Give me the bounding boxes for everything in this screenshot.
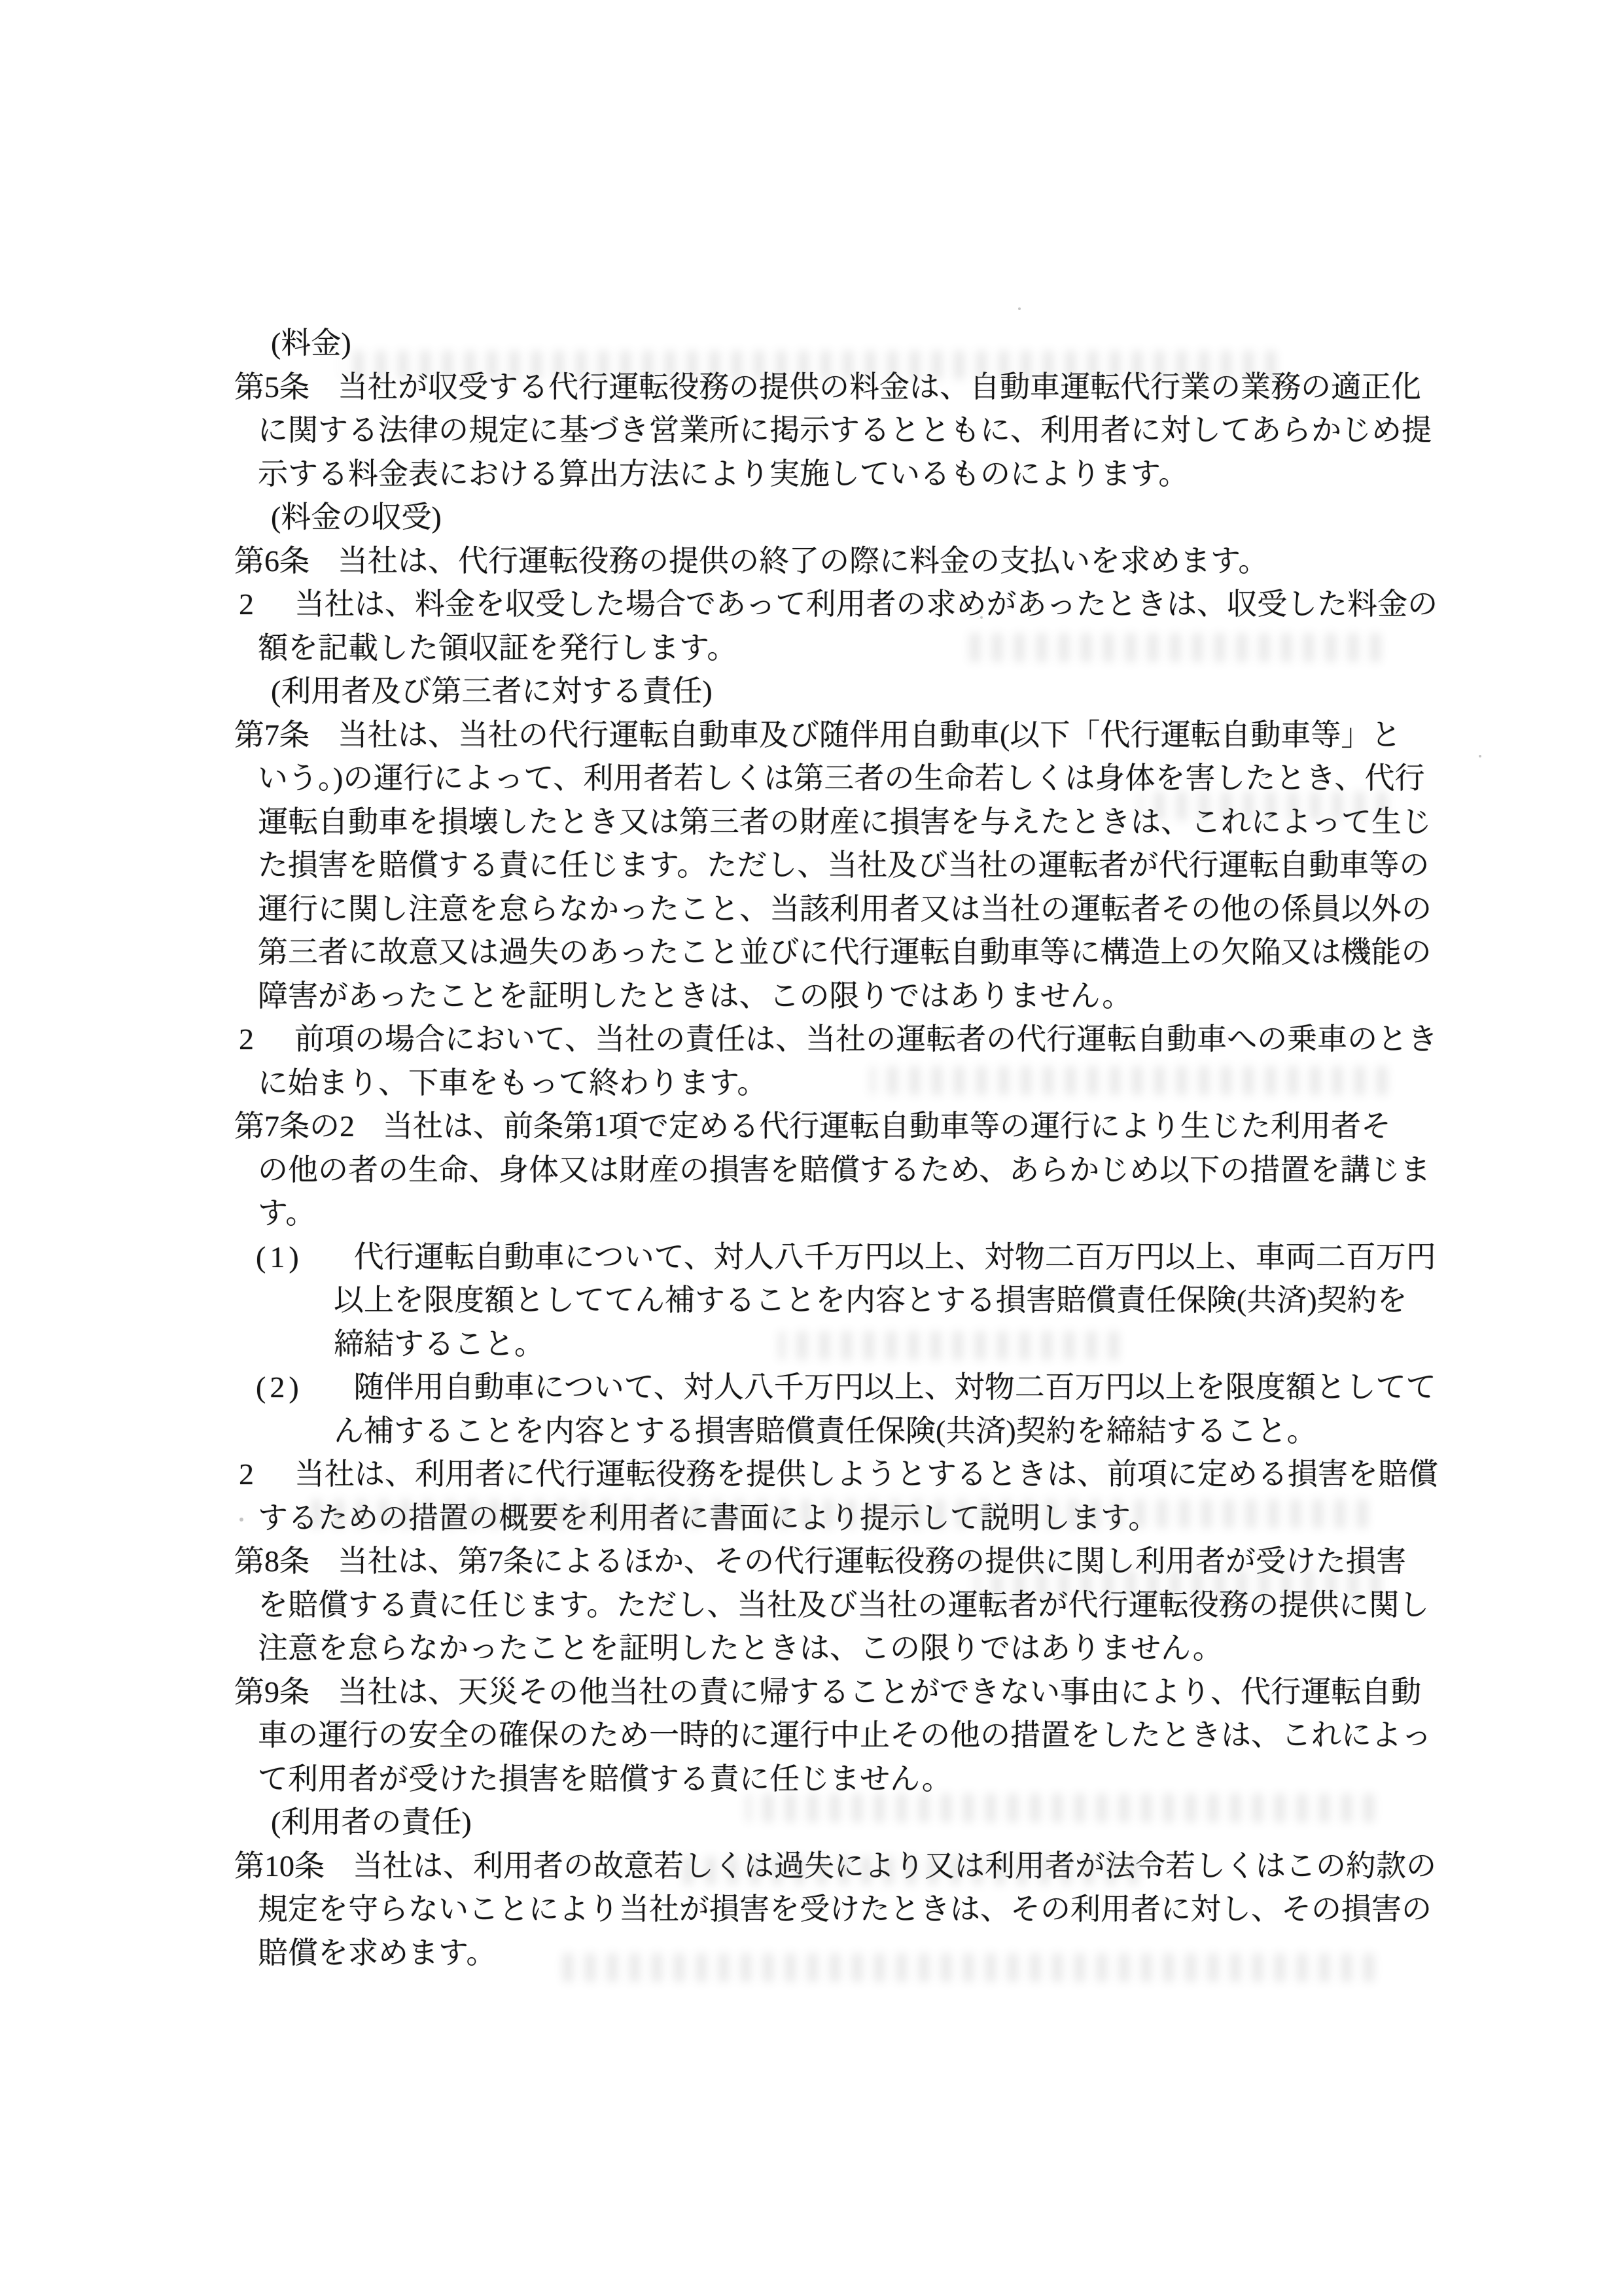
document-line: に関する法律の規定に基づき営業所に掲示するとともに、利用者に対してあらかじめ提 xyxy=(258,413,1432,447)
document-line xyxy=(234,1236,1436,1279)
document-line: た損害を賠償する責に任じます。ただし、当社及び当社の運転者が代行運転自動車等の xyxy=(258,848,1430,882)
line-text: 前項の場合において、当社の責任は、当社の運転者の代行運転自動車への乗車のとき xyxy=(294,1022,1438,1056)
document-line: いう。)の運行によって、利用者若しくは第三者の生命若しくは身体を害したとき、代行 xyxy=(258,761,1425,795)
line-text: 当社は、利用者の故意若しくは過失により又は利用者が法令若しくはこの約款の xyxy=(353,1849,1436,1883)
document-line: 注意を怠らなかったことを証明したときは、この限りではありません。 xyxy=(258,1631,1223,1665)
document-line xyxy=(234,1540,1412,1584)
line-text: 随伴用自動車について、対人八千万円以上、対物二百万円以上を限度額としてて xyxy=(353,1370,1436,1404)
document-line: (料金) xyxy=(271,326,351,360)
line-marker: 第6条 xyxy=(234,544,309,578)
document-line: を賠償する責に任じます。ただし、当社及び当社の運転者が代行運転役務の提供に関し xyxy=(258,1588,1430,1622)
document-line xyxy=(234,1105,1412,1149)
document-line: 以上を限度額としててん補することを内容とする損害賠償責任保険(共済)契約を xyxy=(334,1283,1407,1317)
document-line xyxy=(234,366,1421,409)
document-line: 額を記載した領収証を発行します。 xyxy=(258,631,737,665)
line-marker: 2 xyxy=(239,1457,254,1491)
document-line: 賠償を求めます。 xyxy=(258,1936,497,1970)
line-text: 当社は、利用者に代行運転役務を提供しようとするときは、前項に定める損害を賠償 xyxy=(294,1457,1438,1491)
line-text: 当社は、料金を収受した場合であって利用者の求めがあったときは、収受した料金の xyxy=(294,587,1438,621)
document-line xyxy=(234,1366,1436,1410)
document-line: (利用者の責任) xyxy=(271,1805,472,1839)
document-line: するための措置の概要を利用者に書面により提示して説明します。 xyxy=(258,1501,1159,1535)
document-line: 示する料金表における算出方法により実施しているものによります。 xyxy=(258,457,1189,491)
document-line: す。 xyxy=(258,1196,316,1230)
document-line: (料金の収受) xyxy=(271,500,442,534)
document-line: 第三者に故意又は過失のあったこと並びに代行運転自動車等に構造上の欠陥又は機能の xyxy=(258,935,1432,969)
document-line: 運転自動車を損壊したとき又は第三者の財産に損害を与えたときは、これによって生じ xyxy=(258,805,1432,839)
line-text: 当社が収受する代行運転役務の提供の料金は、自動車運転代行業の業務の適正化 xyxy=(338,370,1421,404)
document-line: 車の運行の安全の確保のため一時的に運行中止その他の措置をしたときは、これによっ xyxy=(258,1718,1432,1752)
line-marker: 第7条 xyxy=(234,718,309,752)
document-line xyxy=(234,1453,1438,1497)
dust-speck xyxy=(1018,307,1021,310)
line-marker: 2 xyxy=(239,587,254,621)
document-line xyxy=(234,714,1412,757)
dust-speck xyxy=(1479,755,1481,757)
line-text: 当社は、第7条によるほか、その代行運転役務の提供に関し利用者が受けた損害 xyxy=(338,1544,1406,1578)
document-line xyxy=(234,1018,1438,1062)
line-marker: (2) xyxy=(256,1370,303,1404)
document-line xyxy=(234,540,1412,583)
document-line: (利用者及び第三者に対する責任) xyxy=(271,674,713,708)
line-marker: 2 xyxy=(239,1022,254,1056)
line-marker: 第5条 xyxy=(234,370,309,404)
line-text: 当社は、天災その他当社の責に帰することができない事由により、代行運転自動 xyxy=(338,1675,1421,1709)
document-line: ん補することを内容とする損害賠償責任保険(共済)契約を締結すること。 xyxy=(334,1414,1317,1448)
line-marker: (1) xyxy=(256,1240,303,1274)
line-text: 当社は、前条第1項で定める代行運転自動車等の運行により生じた利用者そ xyxy=(383,1109,1391,1143)
document-line: に始まり、下車をもって終わります。 xyxy=(258,1066,768,1100)
line-marker: 第9条 xyxy=(234,1675,309,1709)
document-line: 締結すること。 xyxy=(334,1327,544,1361)
document-line: 運行に関し注意を怠らなかったこと、当該利用者又は当社の運転者その他の係員以外の xyxy=(258,892,1432,926)
line-marker: 第8条 xyxy=(234,1544,309,1578)
document-text-block xyxy=(234,322,1438,1975)
document-line: 規定を守らないことにより当社が損害を受けたときは、その利用者に対し、その損害の xyxy=(258,1892,1432,1926)
document-line: の他の者の生命、身体又は財産の損害を賠償するため、あらかじめ以下の措置を講じま xyxy=(258,1153,1431,1187)
line-text: 当社は、代行運転役務の提供の終了の際に料金の支払いを求めます。 xyxy=(338,544,1269,578)
document-line: 障害があったことを証明したときは、この限りではありません。 xyxy=(258,979,1133,1013)
line-text: 当社は、当社の代行運転自動車及び随伴用自動車(以下「代行運転自動車等」と xyxy=(338,718,1402,752)
document-line: て利用者が受けた損害を賠償する責に任じません。 xyxy=(258,1762,952,1796)
line-marker: 第10条 xyxy=(234,1849,325,1883)
document-line xyxy=(234,1845,1436,1888)
document-line xyxy=(234,1671,1421,1714)
line-marker: 第7条の2 xyxy=(234,1109,355,1143)
document-line xyxy=(234,583,1438,627)
line-text: 代行運転自動車について、対人八千万円以上、対物二百万円以上、車両二百万円 xyxy=(353,1240,1436,1274)
